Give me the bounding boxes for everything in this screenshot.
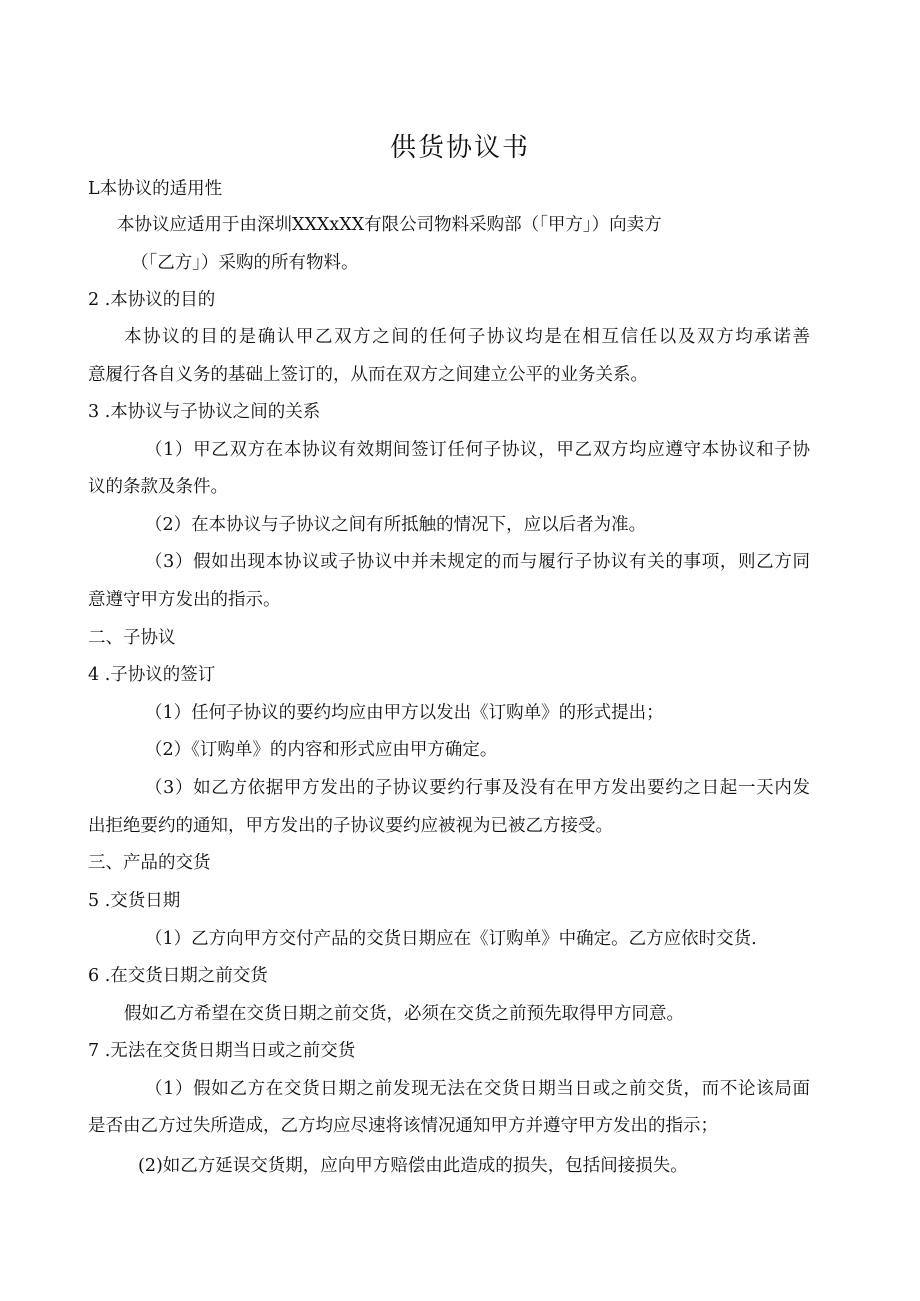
- paragraph-line: 议的条款及条件。: [88, 477, 228, 497]
- paragraph-line: 意遵守甲方发出的指示。: [88, 590, 281, 610]
- chapter-heading: 二、子协议: [88, 628, 176, 648]
- chapter-heading: 三、产品的交货: [88, 853, 211, 873]
- paragraph-line: （1）甲乙双方在本协议有效期间签订任何子协议，甲乙双方均应遵守本协议和子协: [145, 440, 810, 460]
- paragraph-line: （1）假如乙方在交货日期之前发现无法在交货日期当日或之前交货，而不论该局面: [145, 1079, 810, 1099]
- paragraph-line: 出拒绝要约的通知，甲方发出的子协议要约应被视为已被乙方接受。: [88, 816, 613, 836]
- section-heading: 7 .无法在交货日期当日或之前交货: [88, 1041, 356, 1061]
- paragraph-line: （1）乙方向甲方交付产品的交货日期应在《订购单》中确定。乙方应依时交货.: [145, 929, 757, 949]
- paragraph-line: （2）《订购单》的内容和形式应由甲方确定。: [145, 740, 498, 760]
- paragraph-line: 假如乙方希望在交货日期之前交货，必须在交货之前预先取得甲方同意。: [124, 1004, 684, 1024]
- paragraph-line: （3）假如出现本协议或子协议中并未规定的而与履行子协议有关的事项，则乙方同: [145, 552, 810, 572]
- paragraph-line: 本协议应适用于由深圳XXXxXX有限公司物料采购部（「甲方」）向卖方: [117, 215, 662, 235]
- section-heading: L本协议的适用性: [88, 179, 223, 199]
- document-title: 供货协议书: [389, 133, 530, 163]
- section-heading: 5 .交货日期: [88, 891, 181, 911]
- paragraph-line: 本协议的目的是确认甲乙双方之间的任何子协议均是在相互信任以及双方均承诺善: [124, 327, 810, 347]
- paragraph-line: 是否由乙方过失所造成，乙方均应尽速将该情况通知甲方并遵守甲方发出的指示；: [88, 1116, 718, 1136]
- paragraph-line: (2)如乙方延误交货期，应向甲方赔偿由此造成的损失，包括间接损失。: [138, 1156, 688, 1176]
- section-heading: 3 .本协议与子协议之间的关系: [88, 402, 321, 422]
- paragraph-line: （2）在本协议与子协议之间有所抵触的情况下，应以后者为准。: [145, 515, 647, 535]
- section-heading: 2 .本协议的目的: [88, 290, 216, 310]
- paragraph-line: （1）任何子协议的要约均应由甲方以发出《订购单》的形式提出；: [145, 703, 664, 723]
- paragraph-line: （「乙方」）采购的所有物料。: [131, 253, 359, 273]
- section-heading: 4 .子协议的签订: [88, 665, 216, 685]
- section-heading: 6 .在交货日期之前交货: [88, 966, 268, 986]
- paragraph-line: （3）如乙方依据甲方发出的子协议要约行事及没有在甲方发出要约之日起一天内发: [145, 778, 810, 798]
- paragraph-line: 意履行各自义务的基础上签订的，从而在双方之间建立公平的业务关系。: [88, 365, 648, 385]
